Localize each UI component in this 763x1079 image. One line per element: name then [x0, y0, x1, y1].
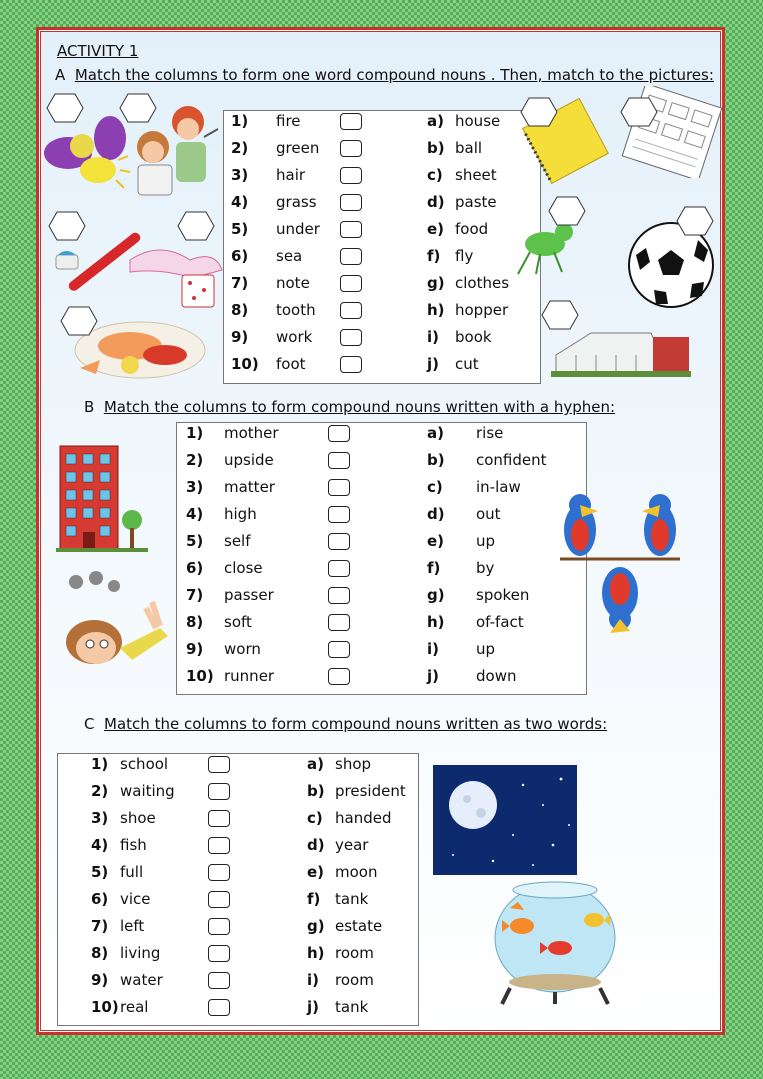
item-letter: g) — [427, 586, 445, 604]
item-number: 1) — [91, 755, 109, 773]
answer-hexagon[interactable] — [541, 300, 579, 330]
right-word: tank — [335, 998, 369, 1016]
left-word: mother — [224, 424, 279, 442]
answer-box[interactable] — [328, 533, 350, 550]
item-number: 4) — [231, 193, 249, 211]
answer-box[interactable] — [340, 329, 362, 346]
left-word: worn — [224, 640, 261, 658]
answer-hexagon[interactable] — [620, 97, 658, 127]
right-word: president — [335, 782, 406, 800]
answer-hexagon[interactable] — [60, 306, 98, 336]
item-number: 10) — [91, 998, 119, 1016]
section-c-heading: C Match the columns to form compound nouns written as two words: — [84, 715, 608, 733]
answer-box[interactable] — [208, 864, 230, 881]
item-letter: f) — [427, 559, 441, 577]
item-number: 2) — [91, 782, 109, 800]
answer-box[interactable] — [340, 275, 362, 292]
right-word: of-fact — [476, 613, 524, 631]
answer-hexagon[interactable] — [119, 93, 157, 123]
right-word: up — [476, 532, 496, 550]
right-word: room — [335, 971, 374, 989]
right-word: room — [335, 944, 374, 962]
item-letter: e) — [427, 220, 445, 238]
section-a-table — [223, 110, 541, 384]
left-word: fish — [120, 836, 147, 854]
item-number: 5) — [186, 532, 204, 550]
left-word: hair — [276, 166, 306, 184]
right-word: confident — [476, 451, 547, 469]
left-word: runner — [224, 667, 275, 685]
right-word: tank — [335, 890, 369, 908]
left-word: upside — [224, 451, 274, 469]
item-letter: d) — [307, 836, 325, 854]
full-moon-picture — [433, 765, 577, 875]
right-word: moon — [335, 863, 378, 881]
answer-box[interactable] — [328, 641, 350, 658]
right-word: fly — [455, 247, 474, 265]
left-word: sea — [276, 247, 303, 265]
right-word: rise — [476, 424, 504, 442]
item-number: 9) — [186, 640, 204, 658]
right-word: spoken — [476, 586, 530, 604]
item-number: 5) — [231, 220, 249, 238]
answer-box[interactable] — [208, 810, 230, 827]
answer-box[interactable] — [328, 479, 350, 496]
left-word: water — [120, 971, 163, 989]
item-letter: j) — [427, 667, 439, 685]
item-number: 4) — [91, 836, 109, 854]
answer-box[interactable] — [208, 999, 230, 1016]
high-rise-building-picture — [56, 436, 148, 556]
item-number: 8) — [231, 301, 249, 319]
answer-box[interactable] — [340, 194, 362, 211]
item-letter: h) — [307, 944, 325, 962]
answer-box[interactable] — [208, 891, 230, 908]
item-number: 5) — [91, 863, 109, 881]
left-word: full — [120, 863, 144, 881]
item-letter: i) — [427, 640, 439, 658]
left-word: left — [120, 917, 145, 935]
item-letter: g) — [307, 917, 325, 935]
item-number: 1) — [231, 112, 249, 130]
right-word: clothes — [455, 274, 510, 292]
item-number: 6) — [231, 247, 249, 265]
right-word: year — [335, 836, 369, 854]
answer-box[interactable] — [328, 425, 350, 442]
right-word: up — [476, 640, 496, 658]
right-word: down — [476, 667, 517, 685]
item-number: 9) — [91, 971, 109, 989]
item-letter: d) — [427, 505, 445, 523]
left-word: under — [276, 220, 320, 238]
answer-box[interactable] — [328, 560, 350, 577]
right-word: ball — [455, 139, 483, 157]
item-number: 4) — [186, 505, 204, 523]
item-letter: h) — [427, 301, 445, 319]
answer-box[interactable] — [208, 783, 230, 800]
item-number: 8) — [186, 613, 204, 631]
left-word: self — [224, 532, 251, 550]
item-letter: e) — [427, 532, 445, 550]
item-number: 1) — [186, 424, 204, 442]
item-letter: h) — [427, 613, 445, 631]
item-letter: b) — [427, 139, 445, 157]
answer-box[interactable] — [340, 356, 362, 373]
item-letter: c) — [427, 478, 443, 496]
item-number: 8) — [91, 944, 109, 962]
left-word: matter — [224, 478, 275, 496]
answer-hexagon[interactable] — [520, 97, 558, 127]
left-word: foot — [276, 355, 306, 373]
left-word: tooth — [276, 301, 316, 319]
left-word: work — [276, 328, 313, 346]
activity-title: ACTIVITY 1 — [57, 42, 139, 60]
answer-hexagon[interactable] — [46, 93, 84, 123]
upside-down-woman-picture — [56, 568, 171, 678]
right-word: paste — [455, 193, 497, 211]
item-letter: f) — [427, 247, 441, 265]
item-number: 3) — [186, 478, 204, 496]
right-word: handed — [335, 809, 392, 827]
left-word: note — [276, 274, 310, 292]
left-word: vice — [120, 890, 151, 908]
answer-box[interactable] — [208, 756, 230, 773]
right-word: in-law — [476, 478, 521, 496]
item-letter: a) — [307, 755, 324, 773]
item-number: 7) — [231, 274, 249, 292]
left-word: grass — [276, 193, 317, 211]
right-word: shop — [335, 755, 372, 773]
left-word: real — [120, 998, 149, 1016]
right-word: sheet — [455, 166, 497, 184]
item-number: 7) — [91, 917, 109, 935]
answer-hexagon[interactable] — [177, 211, 215, 241]
answer-box[interactable] — [328, 587, 350, 604]
item-letter: c) — [427, 166, 443, 184]
item-letter: i) — [427, 328, 439, 346]
left-word: waiting — [120, 782, 175, 800]
item-letter: j) — [427, 355, 439, 373]
right-word: food — [455, 220, 489, 238]
item-number: 3) — [231, 166, 249, 184]
item-number: 3) — [91, 809, 109, 827]
left-word: fire — [276, 112, 301, 130]
answer-box[interactable] — [328, 614, 350, 631]
right-word: hopper — [455, 301, 509, 319]
answer-box[interactable] — [328, 668, 350, 685]
answer-hexagon[interactable] — [548, 196, 586, 226]
item-number: 10) — [231, 355, 259, 373]
answer-box[interactable] — [208, 918, 230, 935]
answer-box[interactable] — [340, 248, 362, 265]
birds-picture — [550, 485, 690, 635]
left-word: close — [224, 559, 263, 577]
item-number: 2) — [231, 139, 249, 157]
item-number: 10) — [186, 667, 214, 685]
answer-box[interactable] — [208, 972, 230, 989]
item-number: 2) — [186, 451, 204, 469]
item-letter: f) — [307, 890, 321, 908]
item-letter: g) — [427, 274, 445, 292]
answer-box[interactable] — [340, 302, 362, 319]
answer-hexagon[interactable] — [676, 206, 714, 236]
item-letter: a) — [427, 112, 444, 130]
item-letter: e) — [307, 863, 325, 881]
section-b-heading: B Match the columns to form compound nouns written with a hyphen: — [84, 398, 616, 416]
item-letter: b) — [307, 782, 325, 800]
left-word: high — [224, 505, 257, 523]
right-word: estate — [335, 917, 383, 935]
right-word: by — [476, 559, 495, 577]
left-word: green — [276, 139, 320, 157]
answer-box[interactable] — [340, 167, 362, 184]
answer-box[interactable] — [340, 140, 362, 157]
right-word: cut — [455, 355, 479, 373]
item-letter: a) — [427, 424, 444, 442]
answer-box[interactable] — [340, 221, 362, 238]
left-word: shoe — [120, 809, 156, 827]
section-a-heading: A Match the columns to form one word compound nouns . Then, match to the pictures: — [55, 66, 714, 84]
left-word: soft — [224, 613, 252, 631]
answer-box[interactable] — [208, 837, 230, 854]
item-letter: j) — [307, 998, 319, 1016]
fish-tank-picture — [490, 878, 620, 1006]
item-letter: b) — [427, 451, 445, 469]
right-word: book — [455, 328, 492, 346]
answer-box[interactable] — [340, 113, 362, 130]
item-letter: c) — [307, 809, 323, 827]
item-letter: d) — [427, 193, 445, 211]
right-word: out — [476, 505, 501, 523]
left-word: passer — [224, 586, 274, 604]
answer-hexagon[interactable] — [48, 211, 86, 241]
left-word: school — [120, 755, 169, 773]
item-letter: i) — [307, 971, 319, 989]
answer-box[interactable] — [208, 945, 230, 962]
item-number: 6) — [91, 890, 109, 908]
item-number: 6) — [186, 559, 204, 577]
right-word: house — [455, 112, 501, 130]
answer-box[interactable] — [328, 506, 350, 523]
item-number: 9) — [231, 328, 249, 346]
item-number: 7) — [186, 586, 204, 604]
answer-box[interactable] — [328, 452, 350, 469]
left-word: living — [120, 944, 161, 962]
